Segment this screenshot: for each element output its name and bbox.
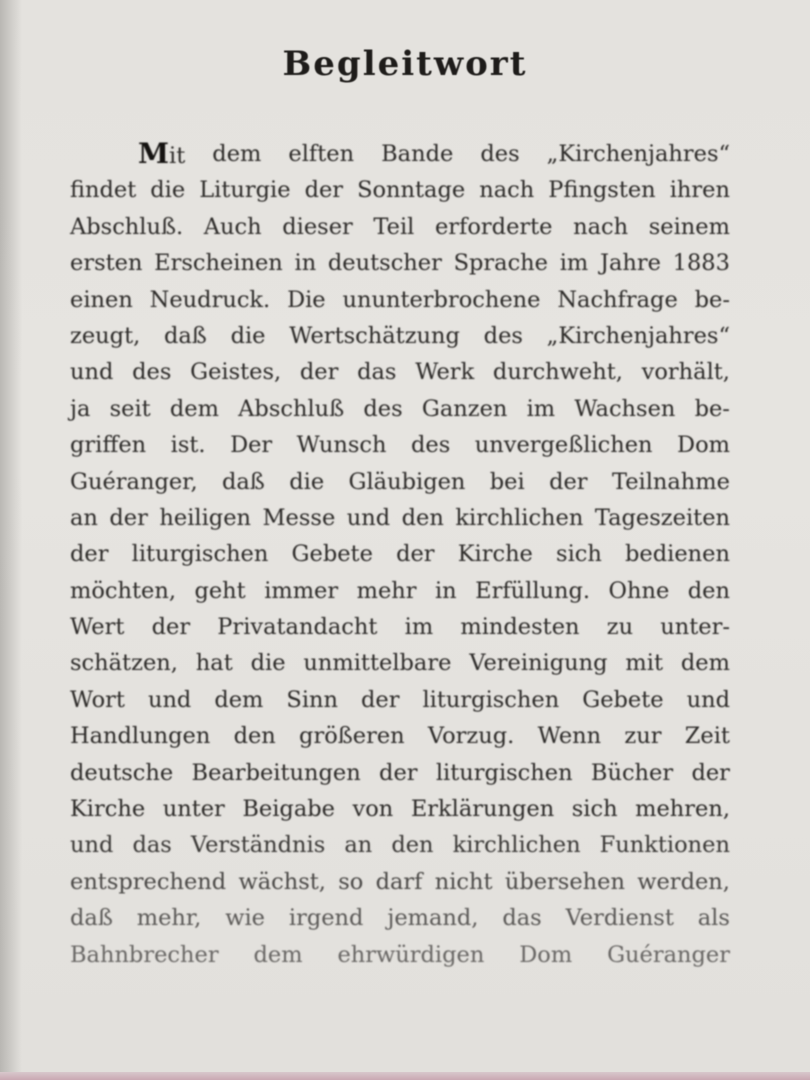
page-gutter-shadow: [0, 0, 22, 1080]
text-line: einen Neudruck. Die ununterbrochene Nachfrage be-: [70, 286, 730, 313]
text-line: griffen ist. Der Wunsch des unvergeßlichen Dom: [70, 432, 730, 459]
text-line: Wert der Privatandacht im mindesten zu unter-: [70, 614, 730, 641]
page-bottom-edge: [0, 1072, 810, 1080]
text-line: Kirche unter Beigabe von Erklärungen sich mehren,: [70, 796, 730, 823]
text-line: Abschluß. Auch dieser Teil erforderte nach seinem: [70, 213, 730, 240]
text-line: an der heiligen Messe und den kirchlichen Tageszeiten: [70, 504, 730, 531]
text-line: und des Geistes, der das Werk durchweht, vorhält,: [70, 359, 730, 386]
text-line: ersten Erscheinen in deutscher Sprache im Jahre 1883: [70, 250, 730, 277]
text-line: Handlungen den größeren Vorzug. Wenn zur Zeit: [70, 723, 730, 750]
text-line: schätzen, hat die unmittelbare Vereinigung mit dem: [70, 650, 730, 677]
text-line: zeugt, daß die Wertschätzung des „Kirchenjahres“: [70, 322, 730, 349]
page-title: Begleitwort: [282, 44, 528, 84]
text-line: findet die Liturgie der Sonntage nach Pfingsten ihren: [70, 177, 730, 204]
text-line: der liturgischen Gebete der Kirche sich bedienen: [70, 541, 730, 568]
text-line: Mit dem elften Bande des „Kirchenjahres“: [138, 137, 730, 170]
text-line: ja seit dem Abschluß des Ganzen im Wachsen be-: [70, 395, 730, 422]
text-line: deutsche Bearbeitungen der liturgischen Bücher der: [70, 759, 730, 786]
body-text: [70, 136, 730, 973]
text-line: möchten, geht immer mehr in Erfüllung. Ohne den: [70, 577, 730, 604]
text-line: und das Verständnis an den kirchlichen Funktionen: [70, 832, 730, 859]
text-line: Guéranger, daß die Gläubigen bei der Teilnahme: [70, 468, 730, 495]
text-line: daß mehr, wie irgend jemand, das Verdienst als: [70, 905, 730, 932]
text-line: entsprechend wächst, so darf nicht übersehen werden,: [70, 868, 730, 895]
text-line: Wort und dem Sinn der liturgischen Gebete und: [70, 686, 730, 713]
text-line: Bahnbrecher dem ehrwürdigen Dom Guéranger: [70, 941, 730, 968]
